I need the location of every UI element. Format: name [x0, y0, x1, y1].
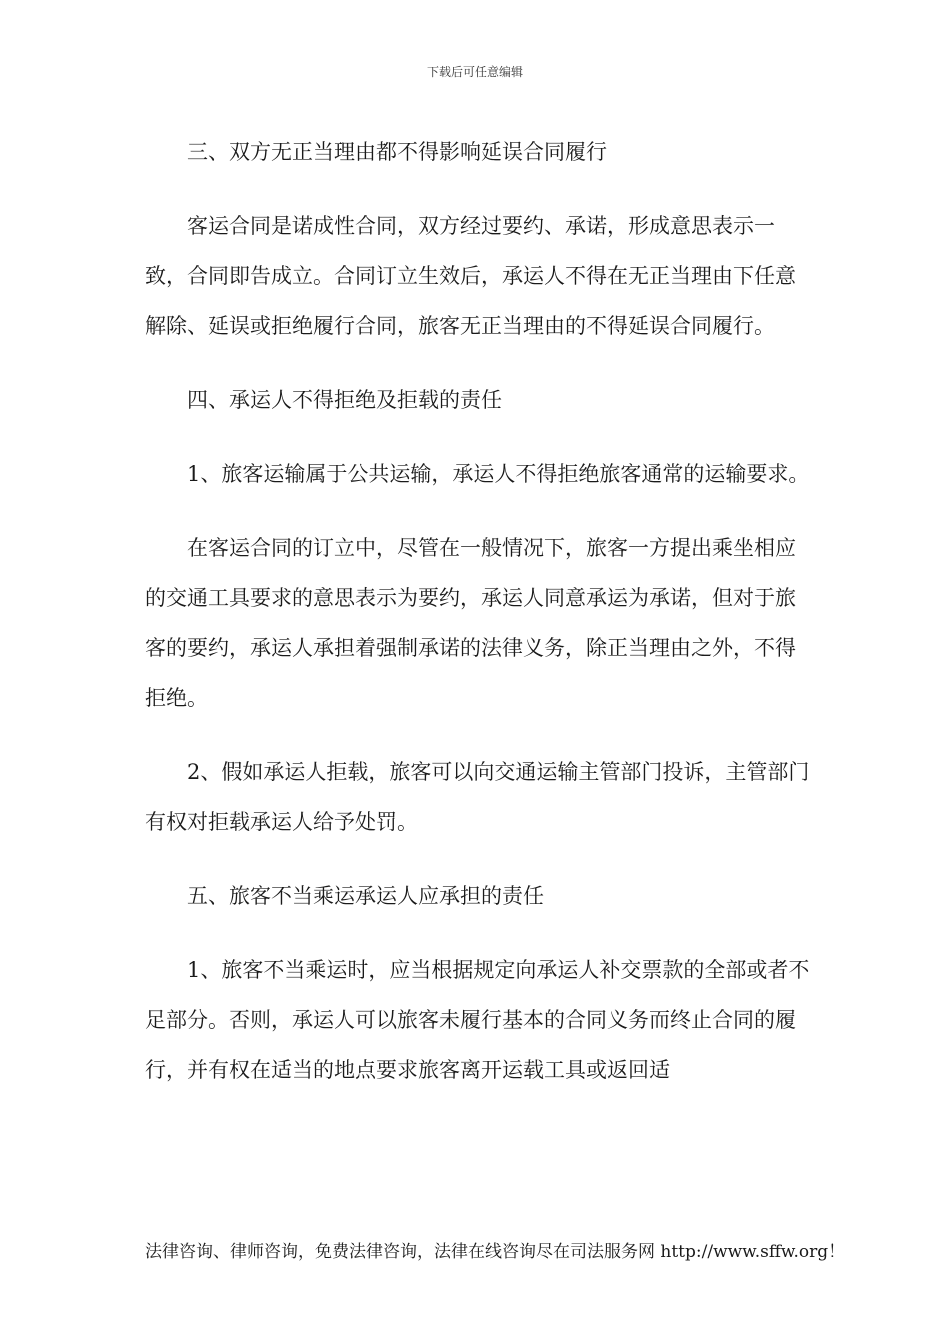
- section-heading-3: 三、双方无正当理由都不得影响延误合同履行: [187, 140, 607, 164]
- page-footer: 法律咨询、律师咨询，免费法律咨询，法律在线咨询尽在司法服务网 http://www.sffw.org！: [145, 1242, 846, 1262]
- paragraph: 1、旅客不当乘运时，应当根据规定向承运人补交票款的全部或者不足部分。否则，承运人可以旅客未履行基本的合同义务而终止合同的履行，并有权在适当的地点要求旅客离开运载工具或返回适: [145, 958, 810, 1082]
- paragraph: 1、旅客运输属于公共运输，承运人不得拒绝旅客通常的运输要求。: [187, 462, 810, 486]
- paragraph: 在客运合同的订立中，尽管在一般情况下，旅客一方提出乘坐相应的交通工具要求的意思表示为要约，承运人同意承运为承诺，但对于旅客的要约，承运人承担着强制承诺的法律义务，除正当理由之外，不得拒绝。: [145, 536, 796, 710]
- paragraph: 客运合同是诺成性合同，双方经过要约、承诺，形成意思表示一致，合同即告成立。合同订立生效后，承运人不得在无正当理由下任意解除、延误或拒绝履行合同，旅客无正当理由的不得延误合同履行。: [145, 214, 796, 338]
- section-heading-5: 五、旅客不当乘运承运人应承担的责任: [187, 884, 544, 908]
- document-body: [145, 127, 810, 1119]
- page-header: 下载后可任意编辑: [426, 65, 523, 79]
- section-heading-4: 四、承运人不得拒绝及拒载的责任: [187, 388, 502, 412]
- paragraph: 2、假如承运人拒载，旅客可以向交通运输主管部门投诉，主管部门有权对拒载承运人给予处罚。: [145, 760, 810, 834]
